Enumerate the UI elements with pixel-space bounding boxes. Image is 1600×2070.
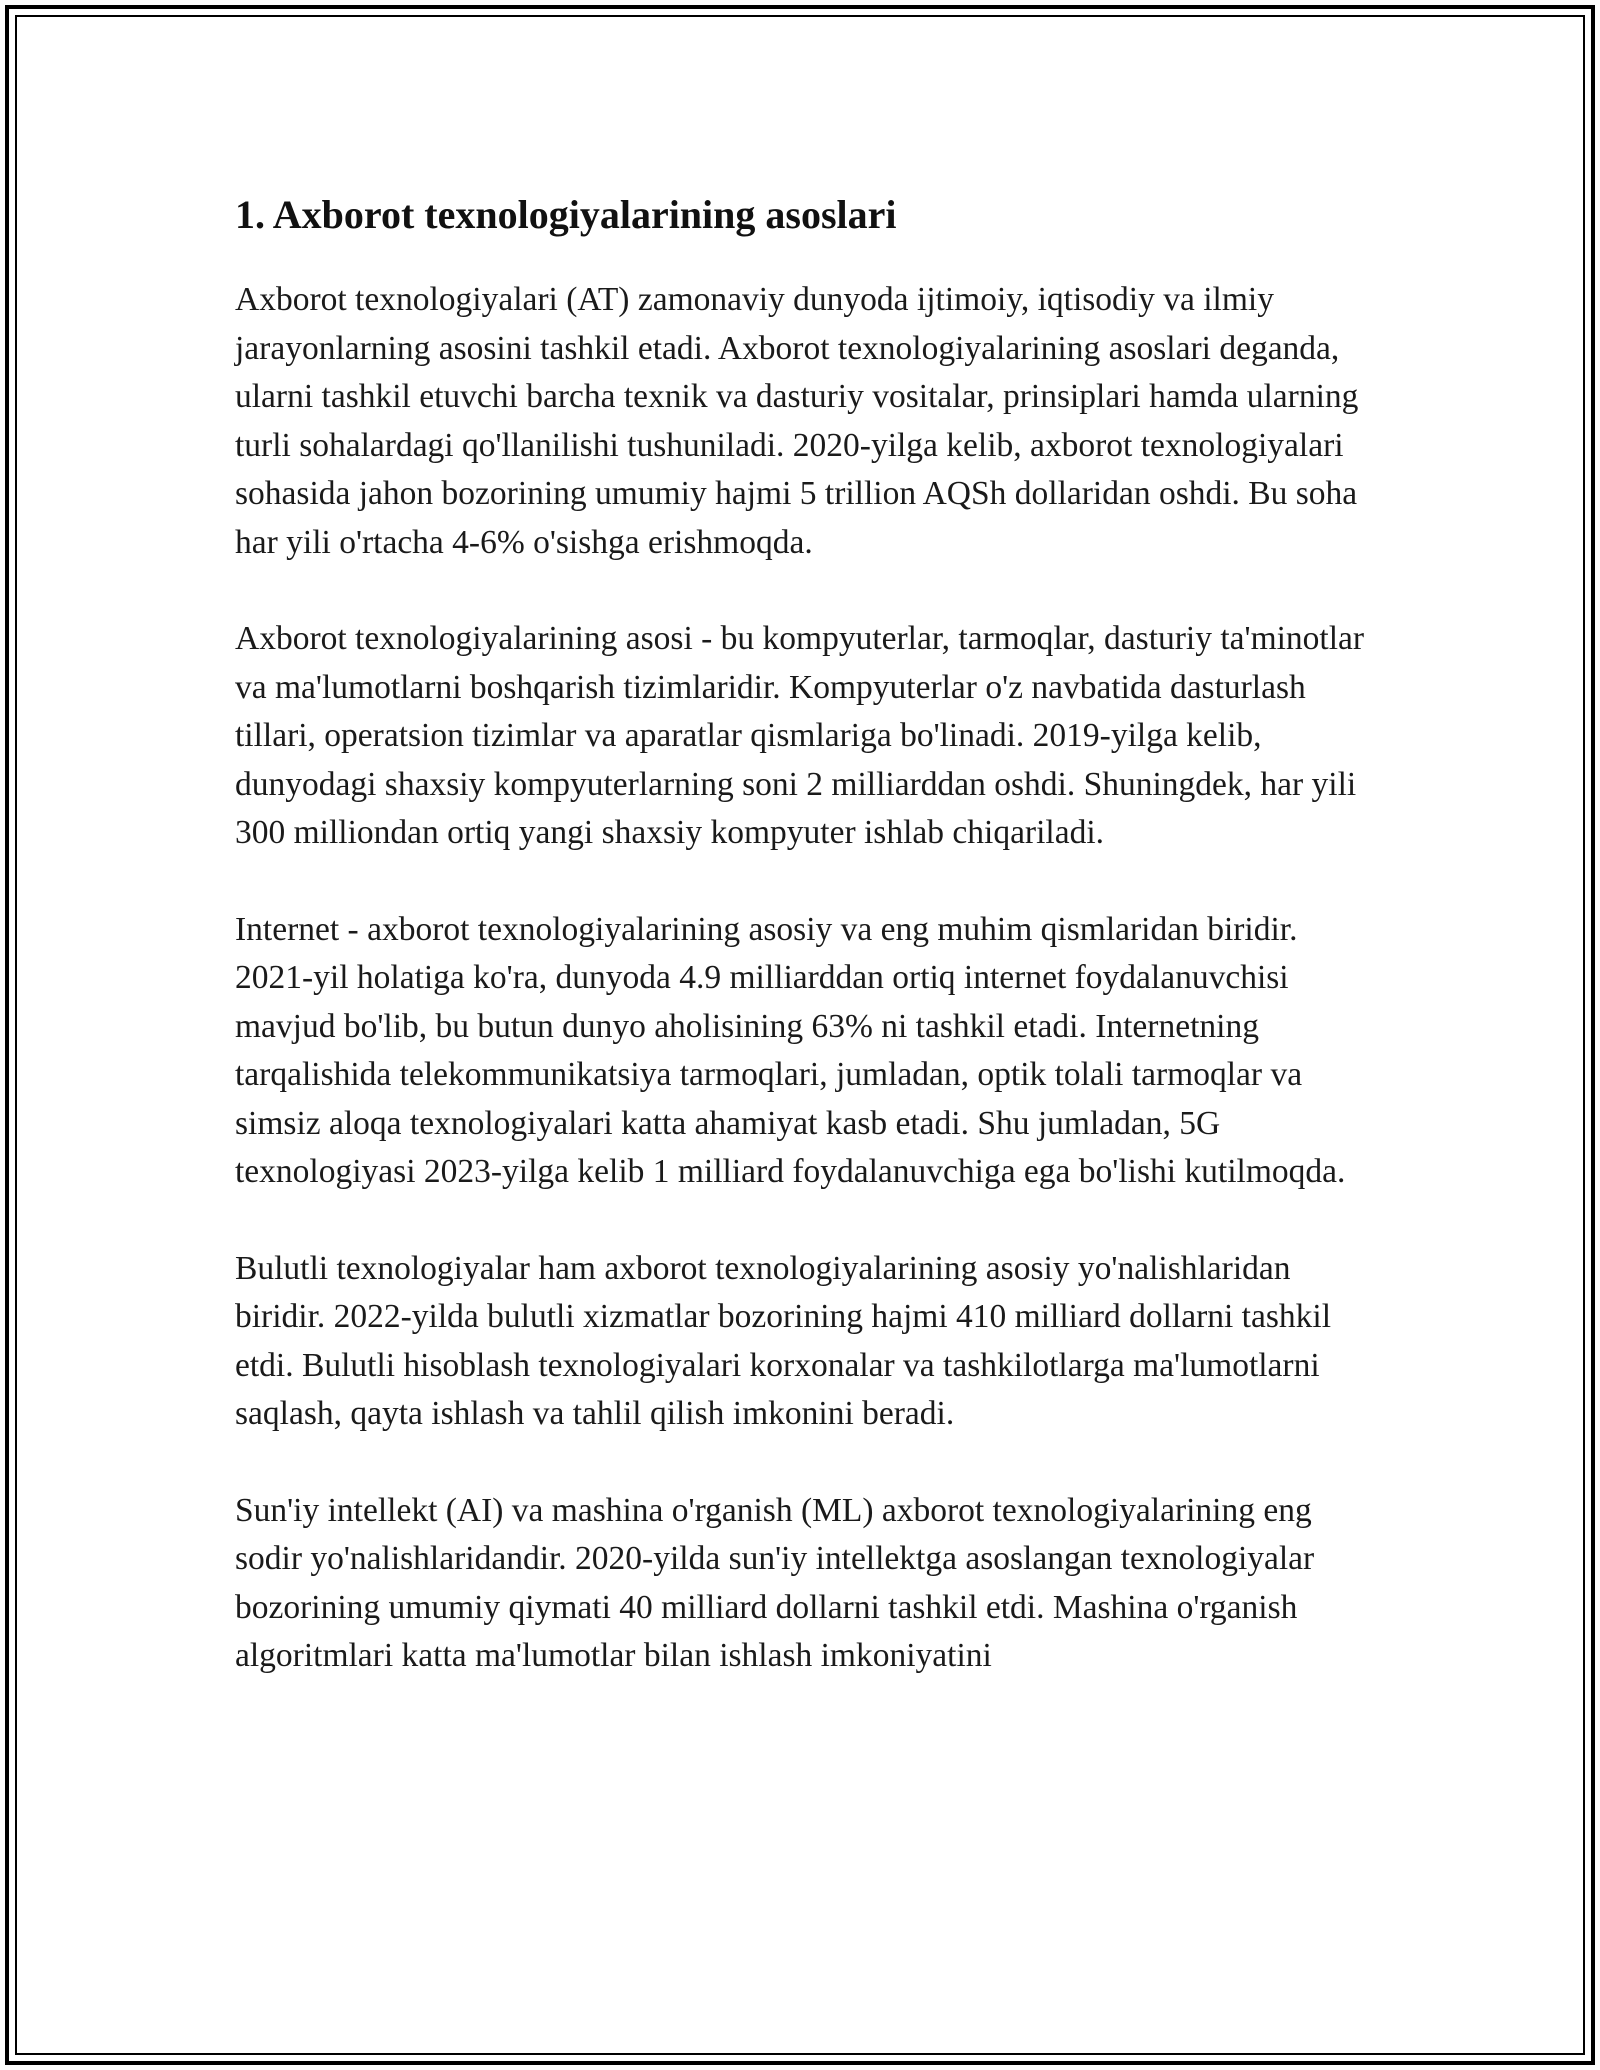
paragraph-5: Sun'iy intellekt (AI) va mashina o'rganish (ML) axborot texnologiyalarining eng sodir yo'nalishlaridandir. 2020-yilda sun'iy intellektga asoslangan texnologiyalar bozorining umumiy qiymati 40 milliard dollarni tashkil etdi. Mashina o'rganish algoritmlari katta ma'lumotlar bilan ishlash imkoniyatini [235,1491,1315,1674]
paragraph-1: Axborot texnologiyalari (AT) zamonaviy dunyoda ijtimoiy, iqtisodiy va ilmiy jarayonlarning asosini tashkil etadi. Axborot texnologiyalarining asoslari deganda, ularni tashkil etuvchi barcha texnik va dasturiy vositalar, prinsiplari hamda ularning turli sohalardagi qo'llanilishi tushuniladi. 2020-yilga kelib, axborot texnologiyalari sohasida jahon bozorining umumiy hajmi 5 trillion AQSh dollaridan oshdi. Bu soha har yili o'rtacha 4-6% o'sishga erishmoqda. [235,281,1359,561]
paragraph-4: Bulutli texnologiyalar ham axborot texnologiyalarining asosiy yo'nalishlaridan biridir. 2022-yilda bulutli xizmatlar bozorining hajmi 410 milliard dollarni tashkil etdi. Bulutli hisoblash texnologiyalari korxonalar va tashkilotlarga ma'lumotlarni saqlash, qayta ishlash va tahlil qilish imkonini beradi. [235,1249,1332,1432]
section-title: 1. Axborot texnologiyalarining asoslari [235,192,897,237]
paragraph-2: Axborot texnologiyalarining asosi - bu kompyuterlar, tarmoqlar, dasturiy ta'minotlar va ma'lumotlarni boshqarish tizimlaridir. Kompyuterlar o'z navbatida dasturlash tillari, operatsion tizimlar va aparatlar qismlariga bo'linadi. 2019-yilga kelib, dunyodagi shaxsiy kompyuterlarning soni 2 milliarddan oshdi. Shuningdek, har yili 300 milliondan ortiq yangi shaxsiy kompyuter ishlab chiqariladi. [235,620,1365,851]
paragraph-3: Internet - axborot texnologiyalarining asosiy va eng muhim qismlaridan biridir. 2021-yil holatiga ko'ra, dunyoda 4.9 milliarddan ortiq internet foydalanuvchisi mavjud bo'lib, bu butun dunyo aholisining 63% ni tashkil etadi. Internetning tarqalishida telekommunikatsiya tarmoqlari, jumladan, optik tolali tarmoqlar va simsiz aloqa texnologiyalari katta ahamiyat kasb etadi. Shu jumladan, 5G texnologiyasi 2023-yilga kelib 1 milliard foydalanuvchiga ega bo'lishi kutilmoqda. [235,910,1346,1190]
document-body [235,180,1365,1729]
